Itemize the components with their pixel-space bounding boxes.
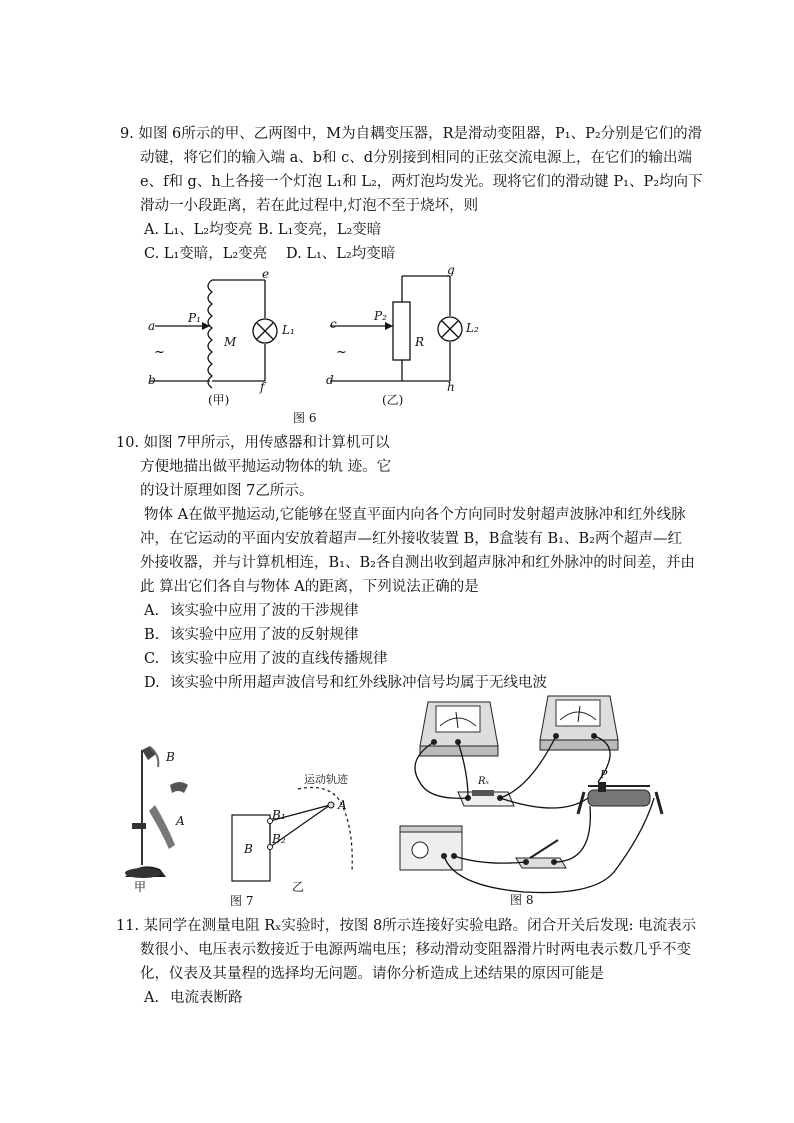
label-l2: L₂ xyxy=(466,321,479,335)
label-b: b xyxy=(148,373,156,387)
q10-option-a-key: A. xyxy=(144,603,160,619)
q10-option-b: 该实验中应用了波的反射规律 xyxy=(170,627,359,643)
q11-line-2: 数很小、电压表示数接近于电源两端电压；移动滑动变阻器滑片时两电表示数几乎不变 xyxy=(140,942,691,958)
figure-7 xyxy=(120,735,380,907)
q9-line-3: e、f和 g、h上各接一个灯泡 L₁和 L₂，两灯泡均发光。现将它们的滑动键 P₁、P₂均向下 xyxy=(140,174,703,190)
figure-8 xyxy=(398,690,678,908)
q10-line-5: 冲，在它运动的平面内安放着超声—红外接收装置 B，B盒装有 B₁、B₂两个超声—红 xyxy=(140,531,682,547)
q10-option-c-key: C. xyxy=(144,651,160,667)
q11-option-a: 电流表断路 xyxy=(170,990,243,1006)
figure-6-caption: 图 6 xyxy=(293,411,317,425)
label-a: a xyxy=(148,319,156,333)
label-l1: L₁ xyxy=(282,323,295,337)
q9-option-b: B. L₁变亮，L₂变暗 xyxy=(258,222,382,238)
label-p1: P₁ xyxy=(188,311,201,325)
label-m: M xyxy=(224,335,237,349)
fig7-label-b-top: B xyxy=(166,750,175,764)
fig7-label-a: A xyxy=(176,814,185,828)
fig8-label-p: P xyxy=(600,768,608,781)
fig8-label-rx: Rₓ xyxy=(478,776,490,787)
power-supply xyxy=(400,826,462,870)
q10-option-d-key: D. xyxy=(144,675,160,691)
fig7-trajectory-label: 运动轨迹 xyxy=(304,773,348,786)
label-f: f xyxy=(260,380,265,394)
fig7-label-a-point: A xyxy=(338,798,347,812)
label-e: e xyxy=(262,267,270,281)
figure-7-caption: 图 7 xyxy=(230,894,254,907)
q10-option-b-key: B. xyxy=(144,627,160,643)
q9-line-1: 9. 如图 6所示的甲、乙两图中，M为自耦变压器，R是滑动变阻器，P₁、P₂分别是它们的滑 xyxy=(120,126,703,142)
fig7-label-b1: B₁ xyxy=(272,808,286,822)
fig7-label-b2: B₂ xyxy=(272,832,286,846)
q10-line-4: 物体 A在做平抛运动,它能够在竖直平面内向各个方向同时发射超声波脉冲和红外线脉 xyxy=(144,507,686,523)
fig7-caption-yi: 乙 xyxy=(292,880,305,894)
q9-line-2: 动键，将它们的输入端 a、b和 c、d分别接到相同的正弦交流电源上，在它们的输出端 xyxy=(140,150,693,166)
label-p2: P₂ xyxy=(374,309,387,323)
q11-option-a-key: A. xyxy=(144,990,160,1006)
q10-option-a: 该实验中应用了波的干涉规律 xyxy=(170,603,359,619)
ammeter xyxy=(540,696,618,750)
fig7-caption-jia: 甲 xyxy=(134,880,147,894)
q11-line-3: 化，仪表及其量程的选择均无问题。请你分析造成上述结果的原因可能是 xyxy=(140,966,604,982)
q10-line-3: 的设计原理如图 7乙所示。 xyxy=(140,483,314,499)
q11-line-1: 11. 某同学在测量电阻 Rₓ实验时，按图 8所示连接好实验电路。闭合开关后发现: 电流表示 xyxy=(116,918,697,934)
q9-option-d: D. L₁、L₂均变暗 xyxy=(286,246,396,262)
q9-option-c: C. L₁变暗，L₂变亮 xyxy=(144,246,268,262)
label-h: h xyxy=(447,380,455,394)
q10-line-7: 此 算出它们各自与物体 A的距离，下列说法正确的是 xyxy=(140,579,479,595)
q9-line-4: 滑动一小段距离，若在此过程中,灯泡不至于烧坏，则 xyxy=(140,198,479,214)
voltmeter xyxy=(420,702,498,756)
ac-symbol-right: ~ xyxy=(336,345,347,360)
label-c: c xyxy=(330,317,337,331)
ac-symbol-left: ~ xyxy=(154,345,165,360)
q10-option-d: 该实验中所用超声波信号和红外线脉冲信号均属于无线电波 xyxy=(170,675,547,691)
fig7-label-b: B xyxy=(244,842,253,856)
caption-jia: (甲) xyxy=(208,393,230,407)
q10-option-c: 该实验中应用了波的直线传播规律 xyxy=(170,651,388,667)
switch xyxy=(516,840,566,868)
apparatus-photo xyxy=(125,746,188,878)
q10-line-6: 外接收器，并与计算机相连，B₁、B₂各自测出收到超声脉冲和红外脉冲的时间差，并由 xyxy=(140,555,695,571)
q10-line-1: 10. 如图 7甲所示，用传感器和计算机可以 xyxy=(116,435,390,451)
label-g: g xyxy=(447,266,455,277)
label-r: R xyxy=(415,335,425,349)
q9-option-a: A. L₁、L₂均变亮 xyxy=(144,222,253,238)
label-d: d xyxy=(326,373,334,387)
q10-line-2: 方便地描出做平抛运动物体的轨 迹。它 xyxy=(140,459,392,475)
caption-yi: (乙) xyxy=(382,393,404,407)
figure-6 xyxy=(140,266,480,426)
figure-8-caption: 图 8 xyxy=(510,893,534,907)
